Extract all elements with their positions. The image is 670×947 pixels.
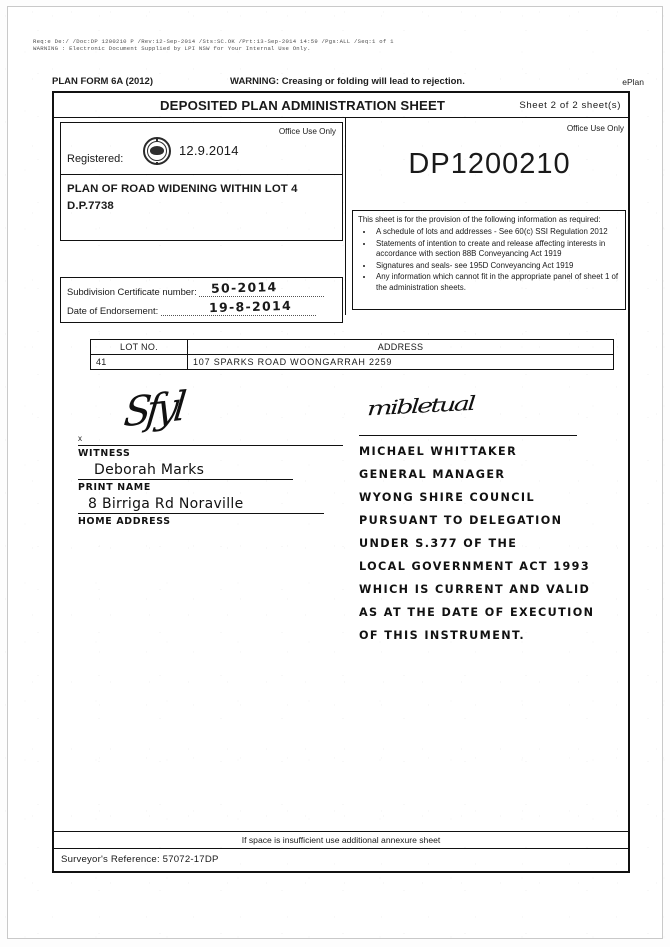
administration-sheet-frame [52, 91, 630, 873]
lpi-scan-header [33, 38, 633, 52]
info-panel-lead: This sheet is for the provision of the following information as required: [358, 215, 601, 224]
endorsement-date-label: Date of Endorsement: [67, 305, 159, 316]
info-bullet-item: • Signatures and seals- see 195D Conveyancing Act 1919 [374, 261, 620, 271]
plan-form-label: PLAN FORM 6A (2012) [52, 76, 153, 87]
print-name-caption: PRINT NAME [78, 482, 151, 493]
witness-signature-line [78, 445, 343, 446]
form-top-row [52, 76, 644, 90]
executant-line: WYONG SHIRE COUNCIL [359, 491, 535, 504]
information-requirements-panel [352, 210, 626, 310]
page-title: DEPOSITED PLAN ADMINISTRATION SHEET [160, 98, 446, 113]
registration-date: 12.9.2014 [179, 143, 239, 158]
eplan-label: ePlan [622, 77, 644, 87]
subdivision-certificate-label: Subdivision Certificate number: [67, 286, 197, 297]
witness-signature-mark: Sfyl [121, 383, 184, 437]
info-bullet-item: • Any information which cannot fit in the appropriate panel of sheet 1 of the administration sheets. [374, 272, 620, 292]
witness-home-address-value: 8 Birriga Rd Noraville [88, 496, 244, 512]
upper-panels [54, 118, 628, 315]
registration-seal-icon [143, 137, 171, 165]
scan-header-line-1: Req:e De:/ /Doc:DP 1200210 P /Rev:12-Sep-2014 /Sts:SC.OK /Prt:13-Sep-2014 14:59 /Pgs:ALL /Seq:1 of 1 [33, 38, 394, 45]
title-band [54, 93, 628, 118]
surveyor-reference-panel [54, 848, 628, 871]
surveyor-reference-text: Surveyor's Reference: 57072-17DP [61, 854, 219, 865]
execution-signature-area [54, 383, 632, 833]
creasing-warning-text: WARNING: Creasing or folding will lead to rejection. [230, 76, 465, 87]
witness-print-name-value: Deborah Marks [94, 462, 205, 478]
table-row [91, 355, 614, 370]
executant-line: UNDER S.377 OF THE [359, 537, 518, 550]
registration-panel [60, 122, 343, 174]
subdivision-certificate-value: 50-2014 [210, 279, 278, 296]
home-address-caption: HOME ADDRESS [78, 516, 171, 527]
print-name-line [78, 479, 293, 480]
office-use-only-label-right: Office Use Only [566, 124, 624, 133]
scan-header-line-2: WARNING : Electronic Document Supplied by LPI NSW for Your Internal Use Only. [33, 45, 311, 53]
witness-signature-x-mark: x [78, 434, 82, 443]
plan-description-line-2: D.P.7738 [67, 200, 114, 212]
executant-line: GENERAL MANAGER [359, 468, 506, 481]
executant-line: PURSUANT TO DELEGATION [359, 514, 563, 527]
plan-description-line-1: PLAN OF ROAD WIDENING WITHIN LOT 4 [67, 183, 298, 195]
office-use-only-label-left: Office Use Only [278, 127, 336, 136]
info-panel-bullet-list [358, 227, 620, 293]
info-bullet-item: • A schedule of lots and addresses - See 60(c) SSI Regulation 2012 [374, 227, 620, 237]
subdivision-certificate-panel [60, 277, 343, 323]
sheet-counter: Sheet 2 of 2 sheet(s) [519, 100, 621, 111]
executant-signature-line [359, 435, 577, 436]
column-header-lot-no: LOT NO. [91, 340, 188, 355]
executant-line: OF THIS INSTRUMENT. [359, 629, 525, 642]
home-address-line [78, 513, 324, 514]
executant-line: LOCAL GOVERNMENT ACT 1993 [359, 560, 590, 573]
executant-block [359, 393, 621, 642]
executant-signature-mark: mibletual [366, 392, 475, 421]
left-panel-column [60, 122, 345, 316]
right-panel-column [345, 118, 632, 315]
executant-line: WHICH IS CURRENT AND VALID [359, 583, 591, 596]
annexure-note: If space is insufficient use additional annexure sheet [54, 831, 628, 845]
lot-address-table [90, 339, 614, 370]
subdivision-certificate-row [67, 286, 324, 297]
info-bullet-item: • Statements of intention to create and release affecting interests in accordance with section 88B Conveyancing Act 1919 [374, 239, 620, 259]
executant-line: MICHAEL WHITTAKER [359, 445, 518, 458]
cell-lot-no: 41 [91, 355, 188, 370]
plan-description-panel [60, 174, 343, 241]
table-header-row [91, 340, 614, 355]
deposited-plan-number: DP1200210 [408, 148, 571, 180]
executant-line: AS AT THE DATE OF EXECUTION [359, 606, 595, 619]
cell-address: 107 SPARKS ROAD WOONGARRAH 2259 [188, 355, 614, 370]
witness-block [78, 383, 343, 527]
registered-label: Registered: [67, 153, 124, 165]
column-header-address: ADDRESS [188, 340, 614, 355]
endorsement-date-value: 19-8-2014 [208, 297, 293, 316]
witness-caption: WITNESS [78, 448, 131, 459]
